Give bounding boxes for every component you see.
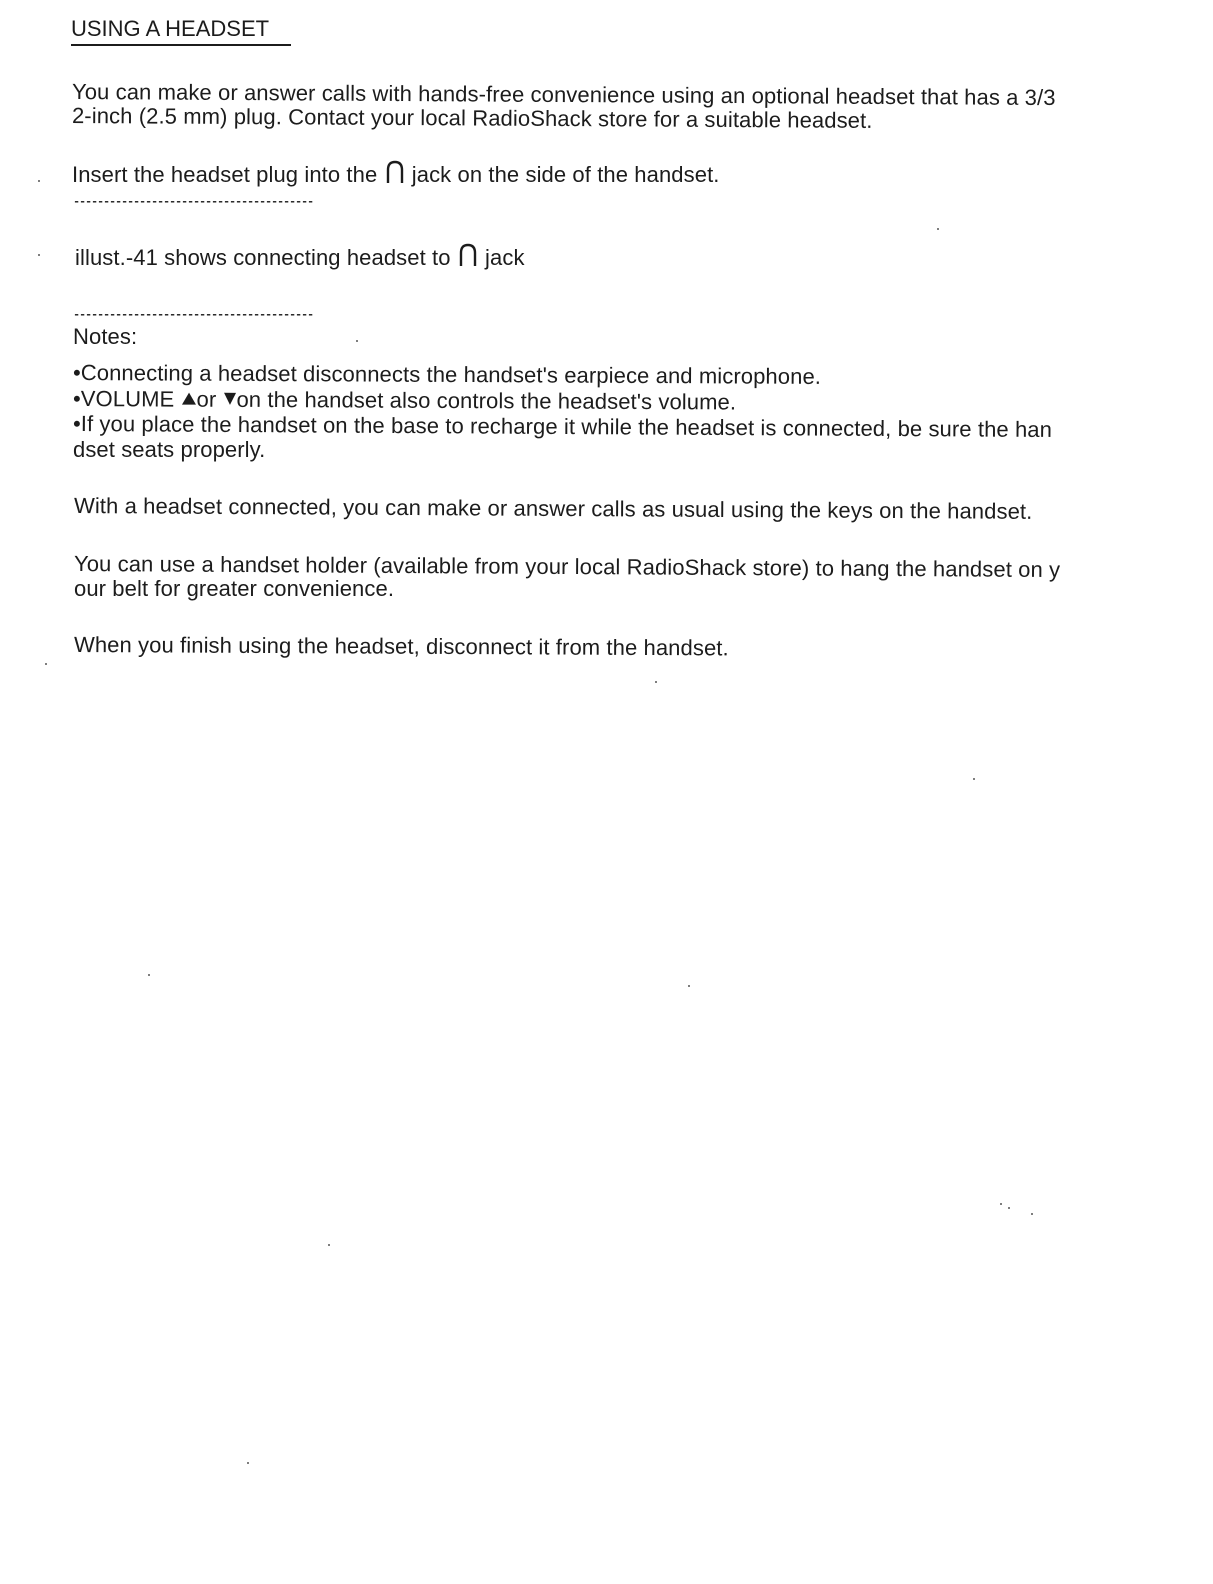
- illustration-caption: [75, 243, 525, 270]
- holder-line-1: You can use a handset holder (available from your local RadioShack store) to hang the handset on y: [73, 551, 1061, 583]
- scan-speck: [937, 228, 939, 230]
- down-triangle-icon: [222, 387, 236, 411]
- scan-speck: [688, 985, 690, 987]
- scan-speck: [1000, 1203, 1002, 1205]
- note-item-3-line-2: dset seats properly.: [73, 437, 266, 462]
- scan-speck: [148, 974, 150, 976]
- page-title: USING A HEADSET: [71, 16, 270, 41]
- insert-instruction: [72, 160, 720, 187]
- divider-dashes-2: ----------------------------------------: [73, 308, 314, 322]
- divider-dashes-1: ----------------------------------------: [73, 195, 314, 209]
- intro-line-2: 2-inch (2.5 mm) plug. Contact your local RadioShack store for a suitable headset.: [71, 103, 873, 133]
- note-item-2-mid: or: [196, 386, 217, 412]
- scan-speck: [1008, 1207, 1010, 1209]
- holder-line-2: our belt for greater convenience.: [74, 576, 395, 601]
- illustration-text-after: jack: [485, 245, 525, 270]
- illustration-text-before: illust.-41 shows connecting headset to: [75, 245, 451, 270]
- scan-speck: [38, 254, 40, 256]
- insert-text-before: Insert the headset plug into the: [72, 162, 378, 187]
- scan-speck: [973, 778, 975, 780]
- note-item-2-before: •VOLUME: [72, 386, 175, 412]
- scan-speck: [247, 1462, 249, 1464]
- up-triangle-icon: [180, 387, 196, 411]
- note-item-3-line-1: •If you place the handset on the base to recharge it while the headset is connected, be sure the han: [72, 411, 1053, 442]
- scan-speck: [45, 663, 47, 665]
- note-item-1: •Connecting a headset disconnects the handset's earpiece and microphone.: [72, 360, 822, 389]
- connected-paragraph: With a headset connected, you can make or answer calls as usual using the keys on the handset.: [73, 493, 1033, 524]
- note-item-2-after: on the handset also controls the headset's volume.: [236, 386, 737, 415]
- scan-speck: [655, 681, 657, 683]
- headphone-jack-icon: [385, 160, 405, 184]
- title-underline: [71, 44, 291, 46]
- note-item-2: [73, 386, 736, 414]
- intro-line-1: You can make or answer calls with hands-free convenience using an optional headset that has a 3/3: [71, 79, 1056, 111]
- headphone-jack-icon: [458, 243, 478, 267]
- finish-paragraph: When you finish using the headset, disconnect it from the handset.: [73, 632, 729, 661]
- insert-text-after: jack on the side of the handset.: [411, 162, 720, 187]
- scan-speck: [1031, 1213, 1033, 1215]
- notes-title: Notes:: [73, 324, 138, 349]
- scan-speck: [328, 1244, 330, 1246]
- scan-speck: [356, 340, 358, 342]
- scan-speck: [38, 180, 40, 182]
